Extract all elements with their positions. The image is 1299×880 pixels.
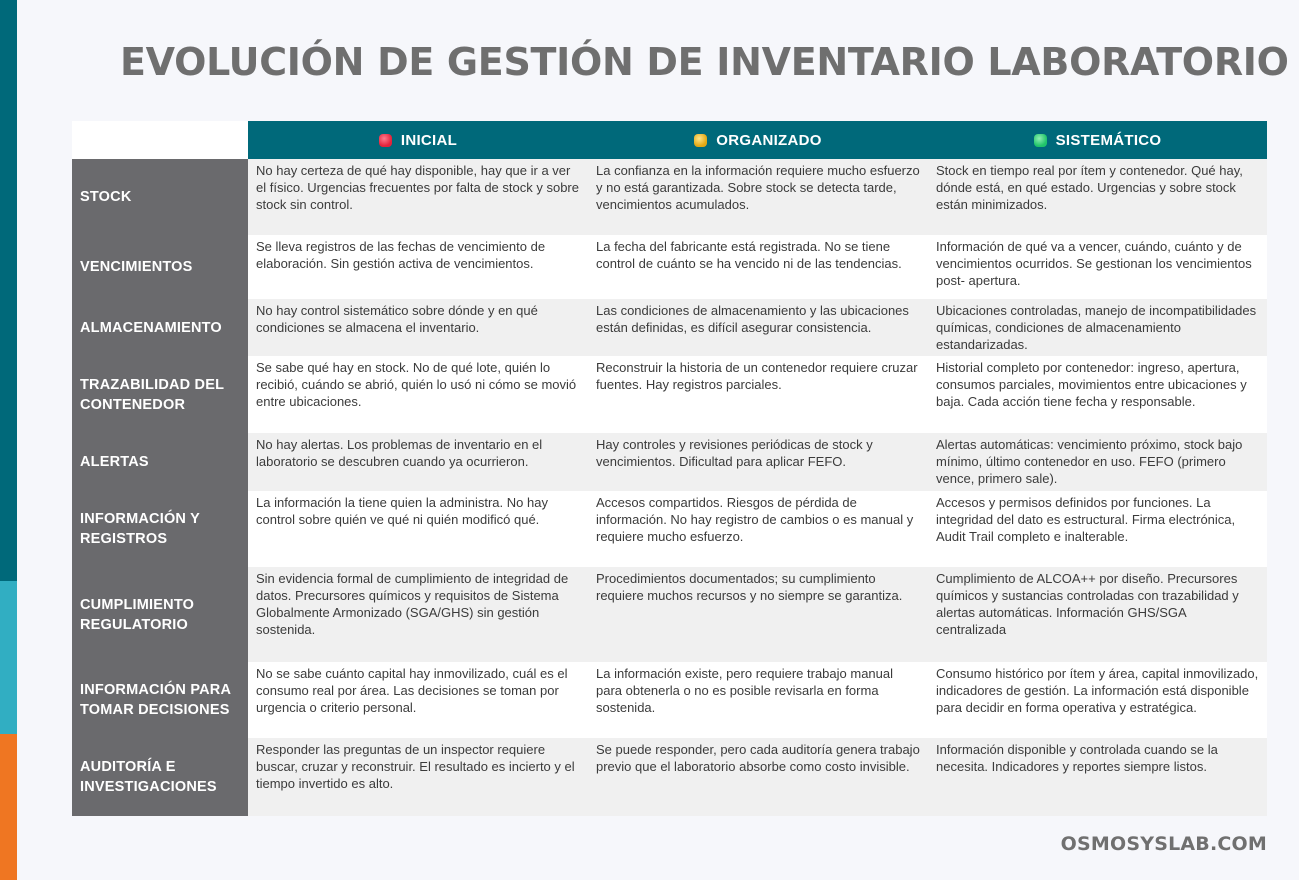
side-accent-light-teal: [0, 581, 17, 734]
row-label: TRAZABILIDAD DEL CONTENEDOR: [72, 356, 248, 433]
table-row: [72, 299, 1267, 356]
table-cell: Stock en tiempo real por ítem y contenedor. Qué hay, dónde está, en qué estado. Urgencias y sobre stock están minimizados.: [928, 159, 1267, 235]
table-cell: La confianza en la información requiere mucho esfuerzo y no está garantizada. Sobre stock se detecta tarde, vencimientos acumulados.: [588, 159, 928, 235]
table-cell: Se sabe qué hay en stock. No de qué lote, quién lo recibió, cuándo se abrió, quién lo usó ni cómo se movió entre ubicaciones.: [248, 356, 588, 433]
table-cell: Accesos y permisos definidos por funciones. La integridad del dato es estructural. Firma electrónica, Audit Trail completo e inalterable.: [928, 491, 1267, 567]
column-header-label: INICIAL: [400, 131, 458, 149]
side-accent-orange: [0, 734, 17, 880]
row-label: INFORMACIÓN Y REGISTROS: [72, 491, 248, 567]
table-cell: Se puede responder, pero cada auditoría genera trabajo previo que el laboratorio absorbe como costo invisible.: [588, 738, 928, 816]
table-cell: Responder las preguntas de un inspector requiere buscar, cruzar y reconstruir. El resultado es incierto y el tiempo invertido es alto.: [248, 738, 588, 816]
table-row: [72, 159, 1267, 235]
table-cell: Cumplimiento de ALCOA++ por diseño. Precursores químicos y sustancias controladas con trazabilidad y alertas automáticas. Información GHS/SGA centralizada: [928, 567, 1267, 662]
side-accent-teal: [0, 0, 17, 581]
table-cell: Historial completo por contenedor: ingreso, apertura, consumos parciales, movimientos entre ubicaciones y baja. Cada acción tiene fecha y responsable.: [928, 356, 1267, 433]
row-label: INFORMACIÓN PARA TOMAR DECISIONES: [72, 662, 248, 738]
table-row: [72, 738, 1267, 816]
table-row: [72, 235, 1267, 299]
table-cell: Las condiciones de almacenamiento y las ubicaciones están definidas, es difícil asegurar consistencia.: [588, 299, 928, 356]
row-label: VENCIMIENTOS: [72, 235, 248, 299]
table-cell: La fecha del fabricante está registrada. No se tiene control de cuánto se ha vencido ni de las tendencias.: [588, 235, 928, 299]
table-cell: No hay control sistemático sobre dónde y en qué condiciones se almacena el inventario.: [248, 299, 588, 356]
table-header: [72, 121, 1267, 159]
table-cell: Procedimientos documentados; su cumplimiento requiere muchos recursos y no siempre se garantiza.: [588, 567, 928, 662]
column-header-organizado: [588, 121, 928, 159]
table-cell: Sin evidencia formal de cumplimiento de integridad de datos. Precursores químicos y requisitos de Sistema Globalmente Armonizado (SGA/GHS) sin gestión sostenida.: [248, 567, 588, 662]
row-label: CUMPLIMIENTO REGULATORIO: [72, 567, 248, 662]
table-row: [72, 491, 1267, 567]
table-cell: Información disponible y controlada cuando se la necesita. Indicadores y reportes siempre listos.: [928, 738, 1267, 816]
table-cell: Reconstruir la historia de un contenedor requiere cruzar fuentes. Hay registros parciales.: [588, 356, 928, 433]
table-row: [72, 567, 1267, 662]
footer-brand: OSMOSYSLAB.COM: [1060, 833, 1267, 855]
row-label: ALERTAS: [72, 433, 248, 491]
column-header-sistematico: [928, 121, 1267, 159]
table-cell: Se lleva registros de las fechas de vencimiento de elaboración. Sin gestión activa de vencimientos.: [248, 235, 588, 299]
red-square-icon: [379, 134, 392, 147]
maturity-table: [72, 121, 1267, 816]
table-cell: Hay controles y revisiones periódicas de stock y vencimientos. Dificultad para aplicar FEFO.: [588, 433, 928, 491]
row-label: STOCK: [72, 159, 248, 235]
row-label: ALMACENAMIENTO: [72, 299, 248, 356]
table-cell: La información la tiene quien la administra. No hay control sobre quién ve qué ni quién modificó qué.: [248, 491, 588, 567]
page-title: EVOLUCIÓN DE GESTIÓN DE INVENTARIO LABORATORIO: [120, 40, 1289, 84]
header-bar: [248, 121, 1267, 159]
table-cell: Información de qué va a vencer, cuándo, cuánto y de vencimientos ocurridos. Se gestionan los vencimientos post- apertura.: [928, 235, 1267, 299]
yellow-square-icon: [694, 134, 707, 147]
table-row: [72, 356, 1267, 433]
column-header-label: SISTEMÁTICO: [1055, 131, 1162, 149]
table-cell: La información existe, pero requiere trabajo manual para obtenerla o no es posible revisarla en forma sostenida.: [588, 662, 928, 738]
table-cell: No hay alertas. Los problemas de inventario en el laboratorio se descubren cuando ya ocurrieron.: [248, 433, 588, 491]
table-cell: Consumo histórico por ítem y área, capital inmovilizado, indicadores de gestión. La información está disponible para decidir en forma operativa y estratégica.: [928, 662, 1267, 738]
table-row: [72, 433, 1267, 491]
table-cell: Ubicaciones controladas, manejo de incompatibilidades químicas, condiciones de almacenamiento estandarizadas.: [928, 299, 1267, 356]
header-blank-cell: [72, 121, 248, 159]
row-label: AUDITORÍA E INVESTIGACIONES: [72, 738, 248, 816]
table-cell: Accesos compartidos. Riesgos de pérdida de información. No hay registro de cambios o es manual y requiere mucho esfuerzo.: [588, 491, 928, 567]
column-header-inicial: [248, 121, 588, 159]
table-row: [72, 662, 1267, 738]
column-header-label: ORGANIZADO: [716, 131, 822, 149]
table-cell: No se sabe cuánto capital hay inmovilizado, cuál es el consumo real por área. Las decisiones se toman por urgencia o criterio personal.: [248, 662, 588, 738]
green-square-icon: [1034, 134, 1047, 147]
table-cell: No hay certeza de qué hay disponible, hay que ir a ver el físico. Urgencias frecuentes por falta de stock y sobre stock sin control.: [248, 159, 588, 235]
table-cell: Alertas automáticas: vencimiento próximo, stock bajo mínimo, último contenedor en uso. FEFO (primero vence, primero sale).: [928, 433, 1267, 491]
